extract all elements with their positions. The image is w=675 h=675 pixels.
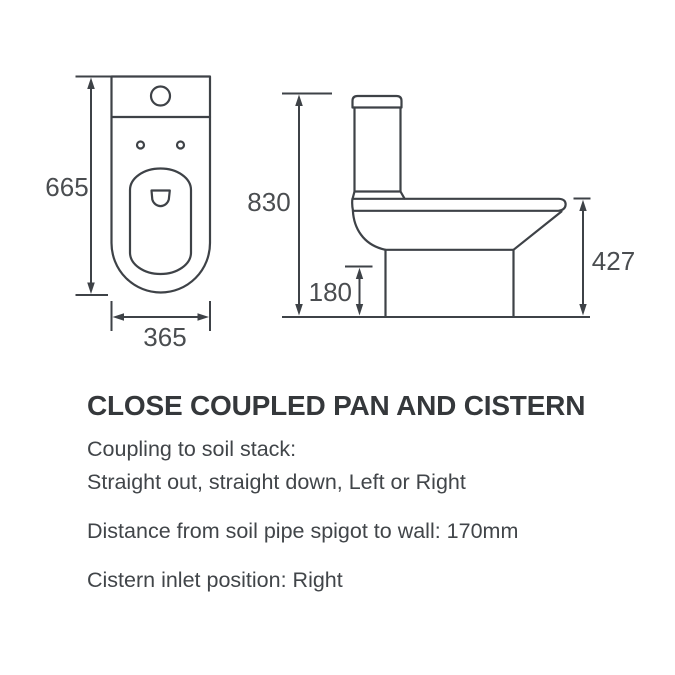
coupling-options: Straight out, straight down, Left or Right (87, 470, 466, 494)
dim-label-665: 665 (45, 172, 89, 202)
arrow-up-icon (295, 95, 303, 107)
dim-label-180: 180 (308, 277, 352, 307)
arrow-left-icon (113, 313, 125, 321)
side-view (247, 94, 635, 318)
seat-hinge-hole-right (177, 142, 184, 149)
bowl-opening-outline (130, 169, 191, 274)
cistern-inlet-position: Cistern inlet position: Right (87, 568, 343, 592)
pan-rim-outline (352, 199, 565, 211)
product-title: CLOSE COUPLED PAN AND CISTERN (87, 390, 586, 421)
cistern-lid-outline (353, 96, 402, 108)
bowl-front-curve (353, 211, 386, 250)
bowl-front-diagonal (514, 212, 562, 250)
dimension-665 (45, 77, 118, 296)
arrow-up-icon (579, 200, 586, 211)
arrow-up-icon (356, 268, 363, 279)
pedestal-base-outline (386, 250, 514, 317)
spigot-distance: Distance from soil pipe spigot to wall: 170mm (87, 519, 519, 543)
flush-water-outline (152, 191, 170, 207)
arrow-up-icon (87, 78, 95, 90)
cistern-body-outline (355, 108, 401, 192)
arrow-down-icon (356, 304, 363, 316)
arrow-down-icon (579, 304, 586, 316)
seat-hinge-hole-left (137, 142, 144, 149)
coupling-label: Coupling to soil stack: (87, 437, 297, 461)
dimension-427 (574, 199, 636, 316)
dim-label-365: 365 (143, 322, 187, 352)
pan-outline (112, 117, 211, 293)
dim-label-830: 830 (247, 187, 291, 217)
cistern-top-outline (112, 77, 211, 118)
arrow-right-icon (198, 313, 210, 321)
flush-button-icon (151, 87, 170, 106)
dimension-365 (112, 301, 211, 352)
arrow-down-icon (87, 283, 95, 295)
arrow-down-icon (295, 304, 303, 316)
dim-label-427: 427 (591, 246, 636, 276)
plan-view (45, 77, 210, 353)
dimension-180 (309, 267, 373, 316)
